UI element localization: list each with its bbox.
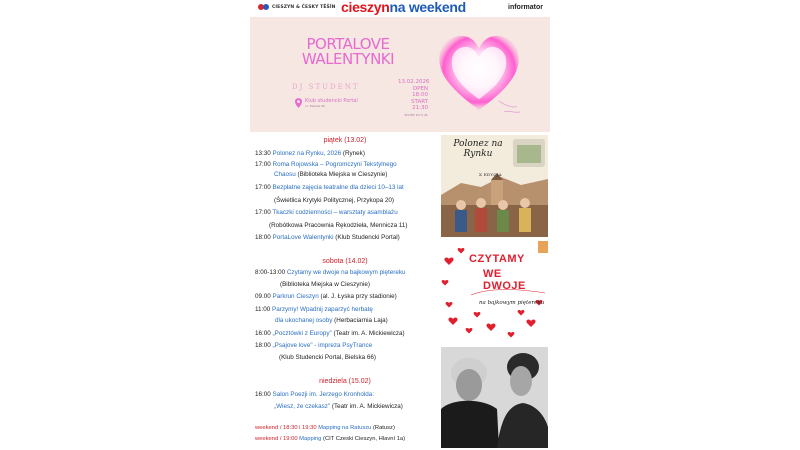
event-row: 11:00 Parzymy! Wpadnij zaparzyć herbatę (255, 306, 373, 313)
brand-part1: cieszyn (341, 0, 390, 15)
banner-club-address: ul. Bielska 66 (305, 104, 326, 108)
polonez-edition: X EDYCJA (479, 172, 502, 177)
banner-venue (305, 98, 358, 108)
weekend-event-row: weekend / 19:00 Mapping (CIT Czeski Cieszyn, Hlavní 1a) (255, 436, 406, 442)
event-row: 13:30 Polonez na Rynku, 2026 (Rynek) (255, 150, 365, 157)
event-row: 16:00 Salon Poezji im. Jerzego Kronholda: (255, 391, 375, 398)
event-link[interactable]: Polonez na Rynku, 2026 (272, 150, 342, 157)
banner-start: START 21:30 (411, 98, 428, 111)
logo-icon (258, 3, 269, 12)
event-row: 17:00 Roma Rojowska – Pogromczyni Tekstylnego (255, 161, 397, 168)
event-link[interactable]: dla ukochanej osoby (275, 317, 333, 324)
banner-date: 13.02.2026 (398, 79, 430, 85)
event-link[interactable]: PortaLove Walentynki (272, 234, 334, 241)
section-heading-saturday: sobota (14.02) (322, 258, 368, 265)
event-link[interactable]: Mapping (299, 436, 322, 442)
brand-logo[interactable] (341, 0, 466, 15)
czytamy-line3: na bajkowym piętereku (479, 300, 545, 306)
event-row: 17:00 Tkaczki codzienności – warsztaty asamblażu (255, 209, 398, 216)
salon-poezji-photo[interactable] (441, 347, 548, 448)
section-heading-friday: piątek (13.02) (323, 137, 367, 144)
event-row: (Biblioteka Miejska w Cieszynie) (280, 281, 370, 288)
event-link[interactable]: „Psajove love" - impreza PsyTrance (272, 342, 373, 349)
section-heading-sunday: niedziela (15.02) (319, 378, 371, 385)
banner-title: PORTALOVE WALENTYNKI (301, 35, 395, 68)
event-link[interactable]: Bezpłatne zajęcia teatralne dla dzieci 10–13 lat (272, 184, 404, 191)
event-link[interactable]: Chaosu (274, 171, 296, 178)
event-link[interactable]: Parzymy! Wpadnij zaparzyć herbatę (272, 306, 373, 313)
event-link[interactable]: Parkrun Cieszyn (272, 293, 319, 300)
event-link[interactable]: Roma Rojowska – Pogromczyni Tekstylnego (272, 161, 397, 168)
location-pin-icon (295, 98, 302, 108)
event-row: (Świetlica Krytyki Politycznej, Przykopa 20) (274, 197, 395, 204)
event-link[interactable]: Tkaczki codzienności – warsztaty asamblażu (272, 209, 398, 216)
event-link[interactable]: Mapping na Ratuszu (318, 425, 372, 431)
banner-dj: DJ STUDENT (292, 83, 360, 91)
informator-label: informator (508, 4, 543, 11)
event-link[interactable]: Czytamy we dwoje na bajkowym piętereku (286, 269, 406, 276)
banner-datetime (398, 79, 428, 118)
poster-page (250, 0, 550, 450)
czytamy-line1: CZYTAMY (469, 253, 525, 265)
event-row: „Wiesz, że czekasz" (Teatr im. A. Mickiewicza) (274, 403, 403, 410)
czytamy-poster-image[interactable] (441, 241, 548, 342)
cieszyn-cesky-tesin-logo[interactable] (258, 3, 336, 12)
event-row: Chaosu (Biblioteka Miejska w Cieszynie) (274, 171, 388, 178)
portrait-illustration (441, 347, 548, 448)
event-row: 18:00 PortaLove Walentynki (Klub Studencki Portal) (255, 234, 400, 241)
banner-entry: WSTĘP DO 5 ZŁ (404, 112, 428, 117)
polonez-title: Polonez na Rynku (453, 139, 503, 159)
event-row: 8:00-13:00 Czytamy we dwoje na bajkowym piętereku (255, 269, 406, 276)
valentines-banner[interactable] (250, 17, 550, 132)
event-link[interactable]: „Wiesz, że czekasz" (274, 403, 331, 410)
event-row: 16:00 „Pocztówki z Europy" (Teatr im. A. Mickiewicza) (255, 330, 405, 337)
event-row: dla ukochanej osoby (Herbaciarnia Laja) (275, 317, 388, 324)
event-row: 18:00 „Psajove love" - impreza PsyTrance (255, 342, 373, 349)
brand-part2: na weekend (389, 0, 466, 15)
banner-open: OPEN 18:00 (412, 85, 428, 98)
event-row: 09.00 Parkrun Cieszyn (al. J. Łyska przy stadionie) (255, 293, 397, 300)
event-row: (Klub Studencki Portal, Bielska 66) (279, 354, 376, 361)
polonez-poster-image[interactable] (441, 135, 548, 237)
weekend-event-row: weekend / 18:30 i 19:30 Mapping na Ratuszu (Ratusz) (255, 425, 395, 431)
header (250, 0, 550, 16)
logo-text: CIESZYN & ČESKÝ TĚŠÍN (272, 5, 336, 10)
banner-club: Klub studencki Portal (305, 98, 358, 104)
heart-icon (432, 29, 526, 119)
event-link[interactable]: Salon Poezji im. Jerzego Kronholda: (272, 391, 375, 398)
czytamy-line2: WE DWOJE (483, 268, 526, 292)
event-row: (Robótkowa Pracownia Rękodzieła, Mennicza 11) (269, 222, 408, 229)
event-row: 17:00 Bezpłatne zajęcia teatralne dla dzieci 10–13 lat (255, 184, 404, 191)
event-link[interactable]: „Pocztówki z Europy" (272, 330, 332, 337)
